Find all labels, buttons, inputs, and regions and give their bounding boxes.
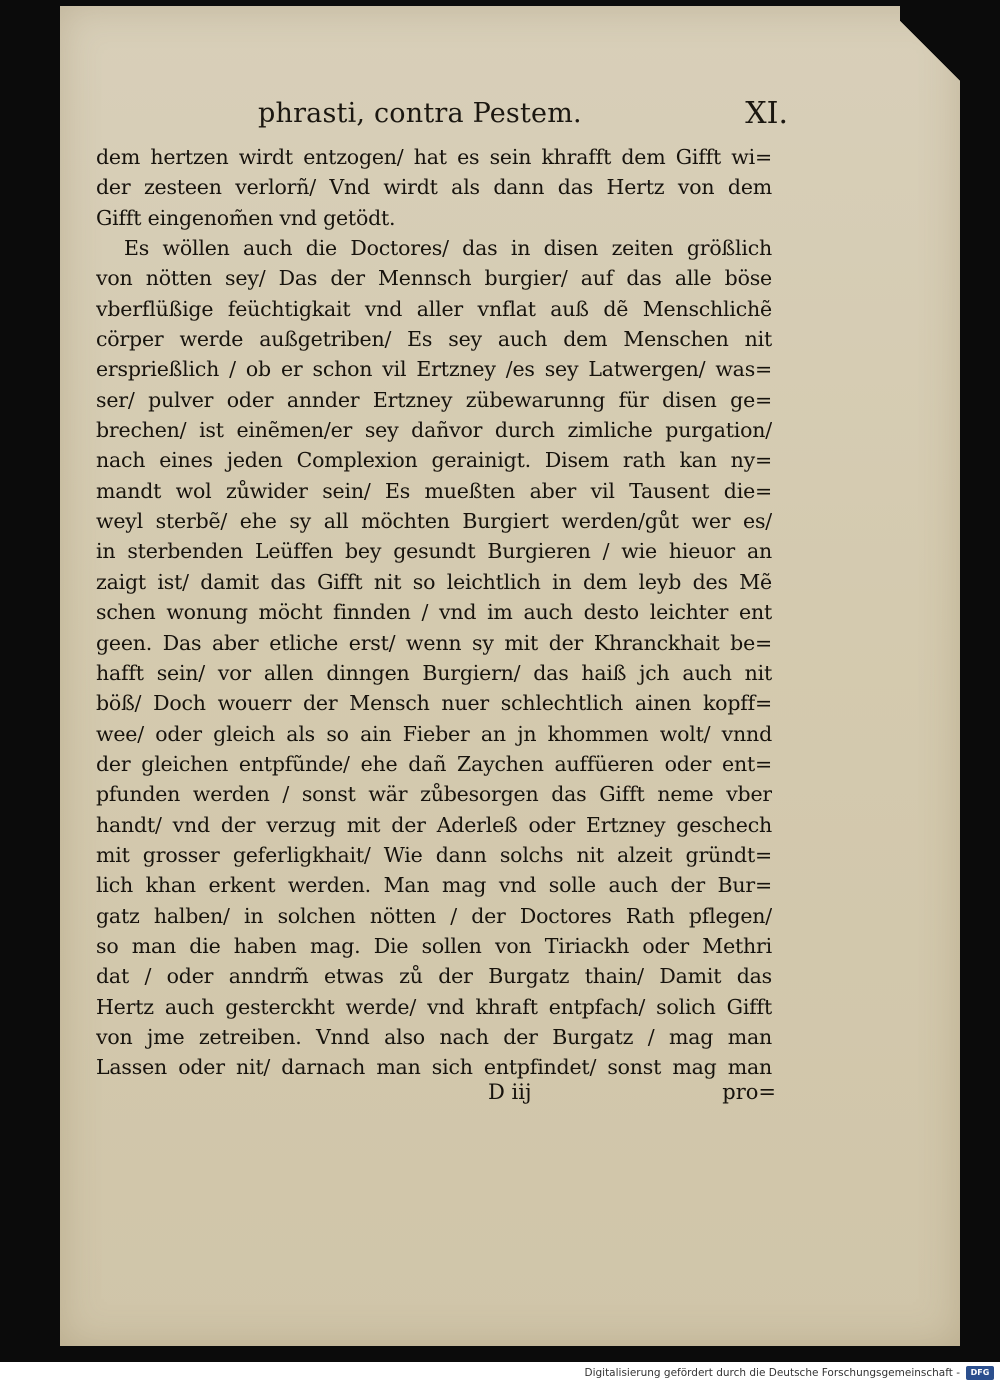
text-line: zaigt ist/ damit das Gifft nit so leichtlich in dem leyb des Mẽ — [96, 569, 772, 594]
text-line: nach eines jeden Complexion gerainigt. Disem rath kan ny= — [96, 448, 772, 473]
text-line: Gifft eingenom̃en vnd getödt. — [96, 205, 396, 230]
folio-number: XI. — [745, 96, 788, 131]
signature-mark: D iij — [488, 1080, 532, 1104]
text-line: lich khan erkent werden. Man mag vnd solle auch der Bur= — [96, 873, 772, 898]
text-line: weyl sterbẽ/ ehe sy all möchten Burgiert werden/gůt wer es/ — [96, 509, 772, 534]
credit-bar — [0, 1362, 1000, 1387]
text-line: wee/ oder gleich als so ain Fieber an jn khommen wolt/ vnnd — [96, 721, 772, 746]
text-line: der zesteen verlorñ/ Vnd wirdt als dann das Hertz von dem — [96, 175, 772, 200]
text-line: mandt wol zůwider sein/ Es mueßten aber vil Tausent die= — [96, 478, 772, 503]
text-line: in sterbenden Leüffen bey gesundt Burgieren / wie hieuor an — [96, 539, 772, 564]
credit-text: Digitalisierung gefördert durch die Deutsche Forschungsgemeinschaft - — [584, 1367, 960, 1379]
page-footer — [96, 1080, 776, 1110]
text-line: Hertz auch gesterckht werde/ vnd khraft entpfach/ solich Gifft — [96, 994, 772, 1019]
text-line: Lassen oder nit/ darnach man sich entpfindet/ sonst mag man — [96, 1055, 772, 1080]
dfg-logo-icon: DFG — [966, 1366, 994, 1380]
text-line: dem hertzen wirdt entzogen/ hat es sein khrafft dem Gifft wi= — [96, 145, 772, 169]
text-line: von jme zetreiben. Vnnd also nach der Burgatz / mag man — [96, 1024, 772, 1049]
text-line: so man die haben mag. Die sollen von Tiriackh oder Methri — [96, 933, 772, 958]
text-line: der gleichen entpfũnde/ ehe dañ Zaychen auffüeren oder ent= — [96, 751, 772, 776]
text-line: pfunden werden / sonst wär zůbesorgen das Gifft neme vber — [96, 782, 772, 807]
text-line: ser/ pulver oder annder Ertzney zübewarunng für disen ge= — [96, 387, 772, 412]
text-line: handt/ vnd der verzug mit der Aderleß oder Ertzney geschech — [96, 812, 772, 837]
text-line: dat / oder anndrm̃ etwas zů der Burgatz thain/ Damit das — [96, 964, 772, 989]
text-line: mit grosser geferligkhait/ Wie dann solchs nit alzeit gründt= — [96, 842, 772, 867]
text-line: gatz halben/ in solchen nötten / der Doctores Rath pflegen/ — [96, 903, 772, 928]
text-line: Es wöllen auch die Doctores/ das in disen zeiten größlich — [124, 236, 772, 261]
catchword: pro= — [722, 1080, 776, 1104]
text-line: hafft sein/ vor allen dinngen Burgiern/ das haiß jch auch nit — [96, 660, 772, 685]
page-header — [258, 98, 788, 138]
text-line: böß/ Doch wouerr der Mensch nuer schlechtlich ainen kopff= — [96, 691, 772, 716]
body-text — [96, 142, 772, 1083]
text-line: geen. Das aber etliche erst/ wenn sy mit der Khranckhait be= — [96, 630, 772, 655]
text-line: vberflüßige feüchtigkait vnd aller vnflat auß dẽ Menschlichẽ — [96, 296, 772, 321]
text-line: ersprießlich / ob er schon vil Ertzney /es sey Latwergen/ was= — [96, 357, 772, 382]
running-title: phrasti, contra Pestem. — [258, 98, 582, 129]
text-line: cörper werde außgetriben/ Es sey auch dem Menschen nit — [96, 327, 772, 352]
text-line: von nötten sey/ Das der Mennsch burgier/ auf das alle böse — [96, 266, 772, 291]
text-line: schen wonung möcht finnden / vnd im auch desto leichter ent — [96, 600, 772, 625]
text-line: brechen/ ist einẽmen/er sey dañvor durch zimliche purgation/ — [96, 418, 772, 443]
